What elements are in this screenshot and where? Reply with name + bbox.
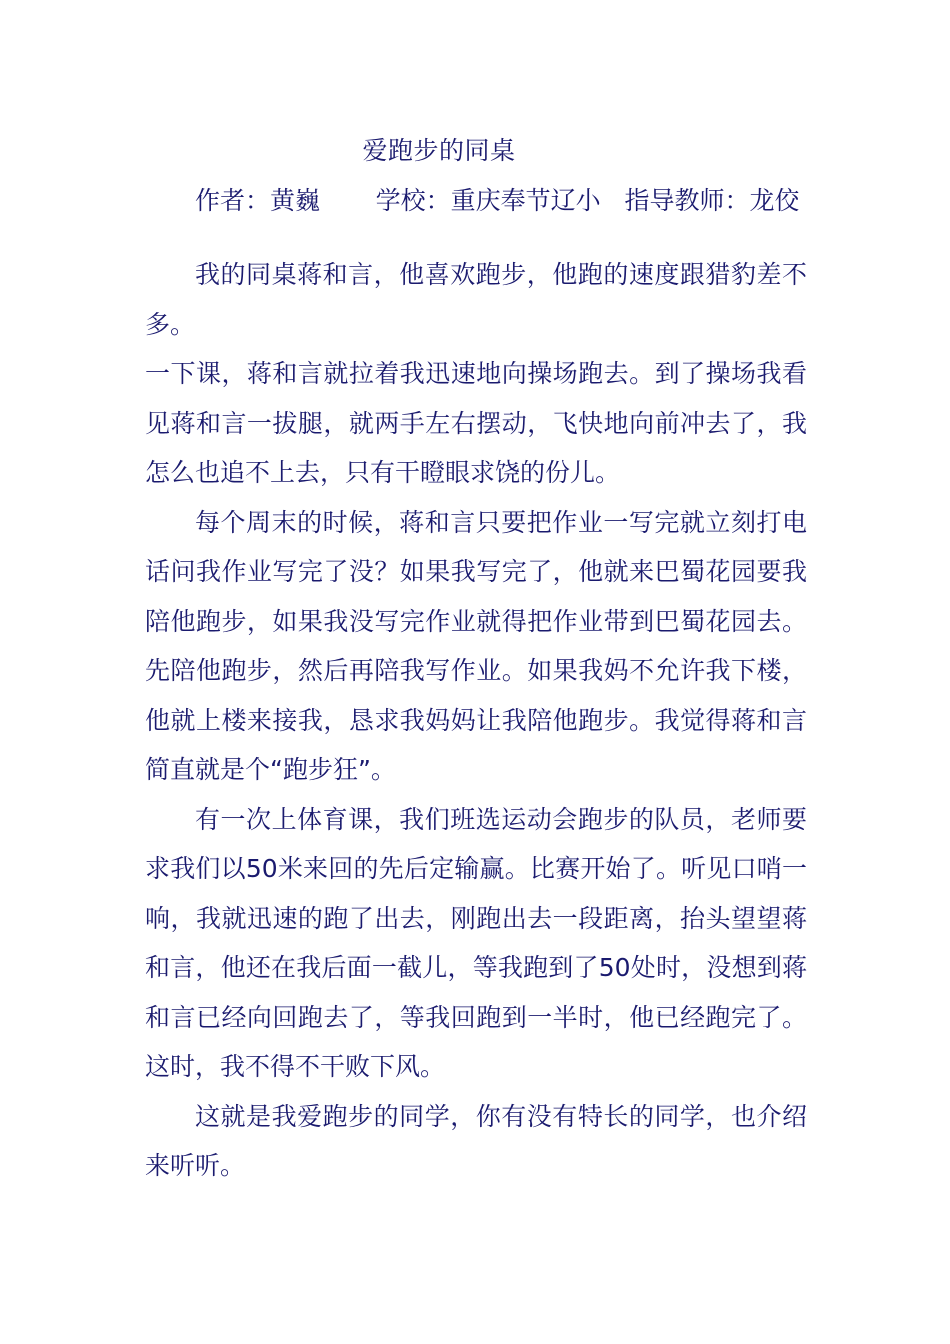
teacher-line: 指导教师：龙佼: [624, 186, 800, 215]
paragraph: 我的同桌蒋和言，他喜欢跑步，他跑的速度跟猎豹差不多。: [145, 260, 807, 339]
paragraph: 有一次上体育课，我们班选运动会跑步的队员，老师要求我们以50米来回的先后定输赢。比赛开始了。听见口哨一响，我就迅速的跑了出去，刚跑出去一段距离，抬头望望蒋和言，他还在我后面一截儿，等我跑到了50处时，没想到蒋和言已经向回跑去了，等我回跑到一半时，他已经跑完了。这时，我不得不干败下风。: [145, 804, 807, 1081]
author-line: 作者：黄巍: [195, 186, 321, 215]
byline: [195, 183, 800, 219]
paragraph: 一下课，蒋和言就拉着我迅速地向操场跑去。到了操场我看见蒋和言一拔腿，就两手左右摆动，飞快地向前冲去了，我怎么也追不上去，只有干瞪眼求饶的份儿。: [145, 359, 807, 487]
article-body: [145, 250, 807, 1191]
paragraph: 这就是我爱跑步的同学，你有没有特长的同学，也介绍来听听。: [145, 1101, 807, 1180]
paragraph: 每个周末的时候，蒋和言只要把作业一写完就立刻打电话问我作业写完了没？如果我写完了，他就来巴蜀花园要我陪他跑步，如果我没写完作业就得把作业带到巴蜀花园去。先陪他跑步，然后再陪我写作业。如果我妈不允许我下楼，他就上楼来接我，恳求我妈妈让我陪他跑步。我觉得蒋和言简直就是个“跑步狂”。: [145, 507, 807, 784]
school-line: 学校：重庆奉节辽小: [375, 186, 601, 215]
document-title: 爱跑步的同桌: [362, 136, 516, 165]
